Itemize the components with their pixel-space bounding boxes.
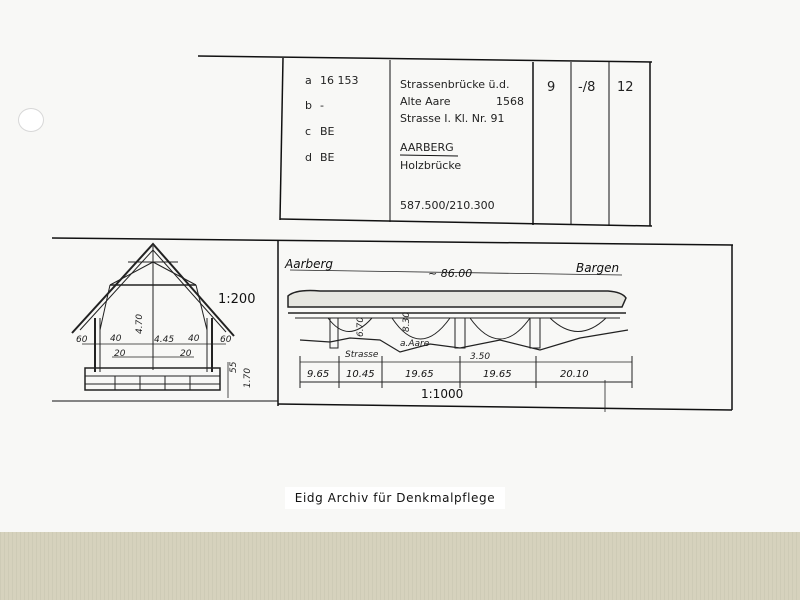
description-line-1: Strassenbrücke ü.d. <box>400 78 510 91</box>
span-4: 19.65 <box>483 369 512 380</box>
code-a-value: 16 153 <box>320 74 359 87</box>
elevation-bottom-rule <box>278 404 732 410</box>
archive-caption: Eidg Archiv für Denkmalpflege <box>285 487 505 509</box>
section-dim-center-width: 4.45 <box>154 335 175 345</box>
code-d-letter: d <box>305 151 312 164</box>
column-2-value: -/8 <box>578 80 596 95</box>
elevation-right-place: Bargen <box>576 261 620 275</box>
section-dim-sub-left: 20 <box>114 349 126 359</box>
section-dim-deck-a: 55 <box>229 361 239 373</box>
cross-section-drawing <box>72 244 234 398</box>
code-b-letter: b <box>305 99 312 112</box>
elevation-height2-label: 8.30 <box>402 311 412 332</box>
description-line-3: Strasse I. Kl. Nr. 91 <box>400 112 505 125</box>
construction-year: 1568 <box>496 95 524 108</box>
elevation-gap-label: 3.50 <box>470 352 491 362</box>
section-scale: 1:200 <box>218 292 256 307</box>
column-1-value: 9 <box>547 80 556 95</box>
section-dim-inner-left: 40 <box>110 334 122 344</box>
section-dim-inner-right: 40 <box>188 334 200 344</box>
elevation-river-label: a.Aare <box>400 339 430 349</box>
elevation-left-place: Aarberg <box>285 257 334 271</box>
place-name: AARBERG <box>400 141 454 154</box>
code-c-letter: c <box>305 125 312 138</box>
span-1: 9.65 <box>307 369 330 380</box>
column-3-value: 12 <box>617 80 634 95</box>
span-2: 10.45 <box>346 369 375 380</box>
bridge-type: Holzbrücke <box>400 159 462 172</box>
code-c-value: BE <box>320 125 335 138</box>
span-3: 19.65 <box>405 369 434 380</box>
code-a-letter: a <box>305 74 312 87</box>
elevation-height-label: 6.70 <box>356 316 366 337</box>
elevation-road-label: Strasse <box>345 350 379 360</box>
elevation-scale: 1:1000 <box>421 387 464 401</box>
coordinates: 587.500/210.300 <box>400 199 495 212</box>
elevation-total-length: ~ 86.00 <box>428 267 473 280</box>
section-dim-side-right: 60 <box>220 335 232 345</box>
section-dim-deck-b: 1.70 <box>243 367 253 388</box>
section-dim-side-left: 60 <box>76 335 88 345</box>
code-d-value: BE <box>320 151 335 164</box>
span-5: 20.10 <box>560 369 589 380</box>
section-dim-center-height: 4.70 <box>135 313 145 334</box>
background-surface <box>0 532 800 600</box>
code-b-value: - <box>320 99 324 112</box>
section-dim-sub-right: 20 <box>180 349 192 359</box>
description-line-2: Alte Aare <box>400 95 451 108</box>
